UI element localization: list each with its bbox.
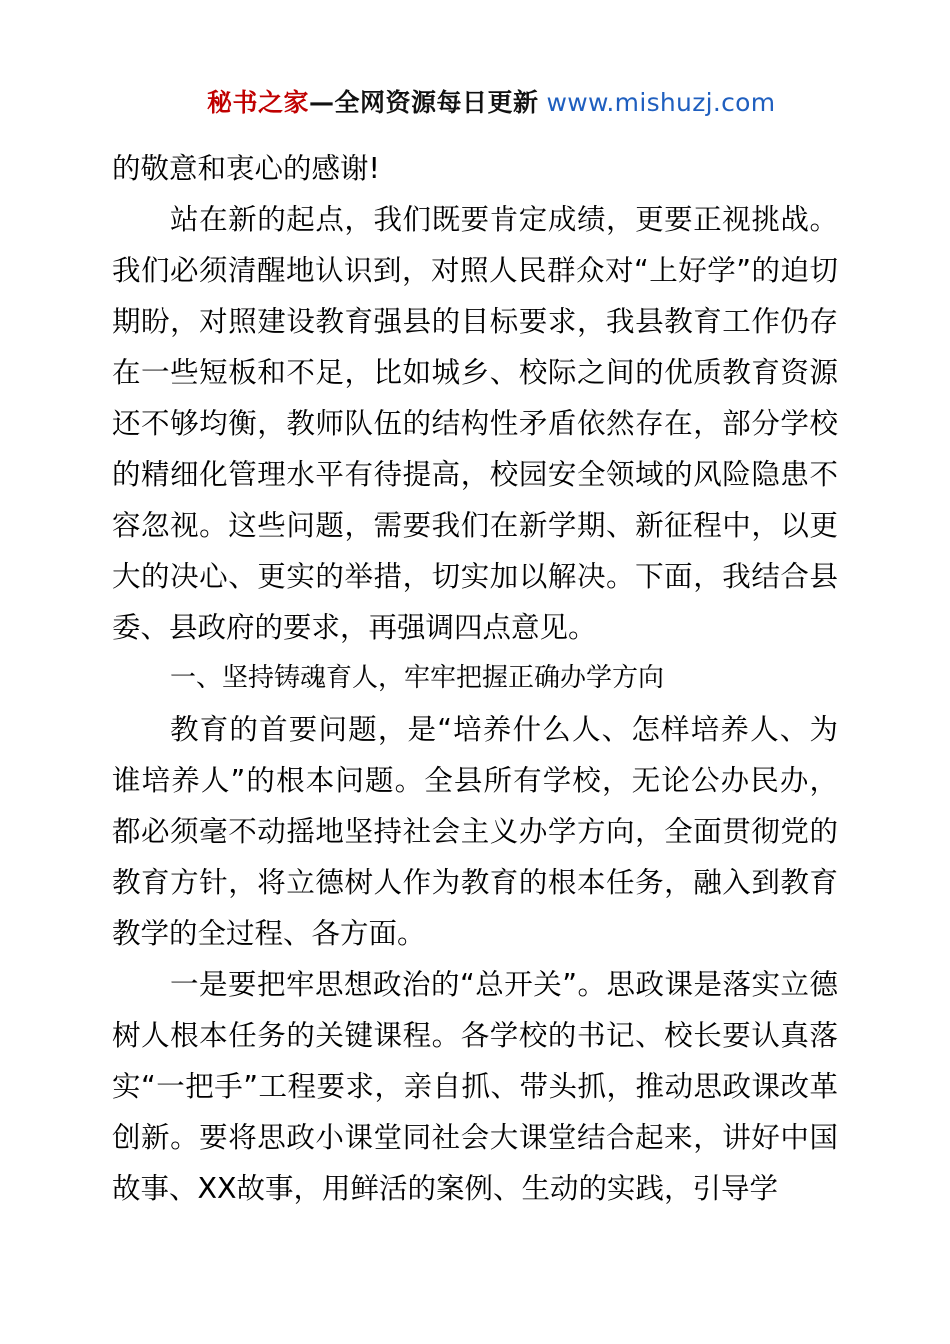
site-brand-label: 秘书之家 (207, 88, 310, 117)
document-body (112, 143, 838, 1214)
site-tagline-label: —全网资源每日更新 (309, 88, 539, 117)
paragraph-point-one: 一是要把牢思想政治的“总开关”。思政课是落实立德树人根本任务的关键课程。各学校的书记、校长要认真落实“一把手”工程要求，亲自抓、带头抓，推动思政课改革创新。要将思政小课堂同社会大课堂结合起来，讲好中国故事、XX故事，用鲜活的案例、生动的实践，引导学 (112, 968, 838, 1205)
paragraph-continuation: 的敬意和衷心的感谢! (112, 152, 380, 185)
paragraph-fundamental: 教育的首要问题，是“培养什么人、怎样培养人、为谁培养人”的根本问题。全县所有学校，无论公办民办，都必须毫不动摇地坚持社会主义办学方向，全面贯彻党的教育方针，将立德树人作为教育的根本任务，融入到教育教学的全过程、各方面。 (112, 713, 838, 950)
site-url-link[interactable]: www.mishuzj.com (546, 88, 776, 117)
paragraph-heading-one: 一、坚持铸魂育人，牢牢把握正确办学方向 (170, 663, 665, 693)
site-watermark-header (207, 88, 775, 118)
paragraph-challenges: 站在新的起点，我们既要肯定成绩，更要正视挑战。我们必须清醒地认识到，对照人民群众对“上好学”的迫切期盼，对照建设教育强县的目标要求，我县教育工作仍存在一些短板和不足，比如城乡、校际之间的优质教育资源还不够均衡，教师队伍的结构性矛盾依然存在，部分学校的精细化管理水平有待提高，校园安全领域的风险隐患不容忽视。这些问题，需要我们在新学期、新征程中，以更大的决心、更实的举措，切实加以解决。下面，我结合县委、县政府的要求，再强调四点意见。 (112, 203, 838, 644)
